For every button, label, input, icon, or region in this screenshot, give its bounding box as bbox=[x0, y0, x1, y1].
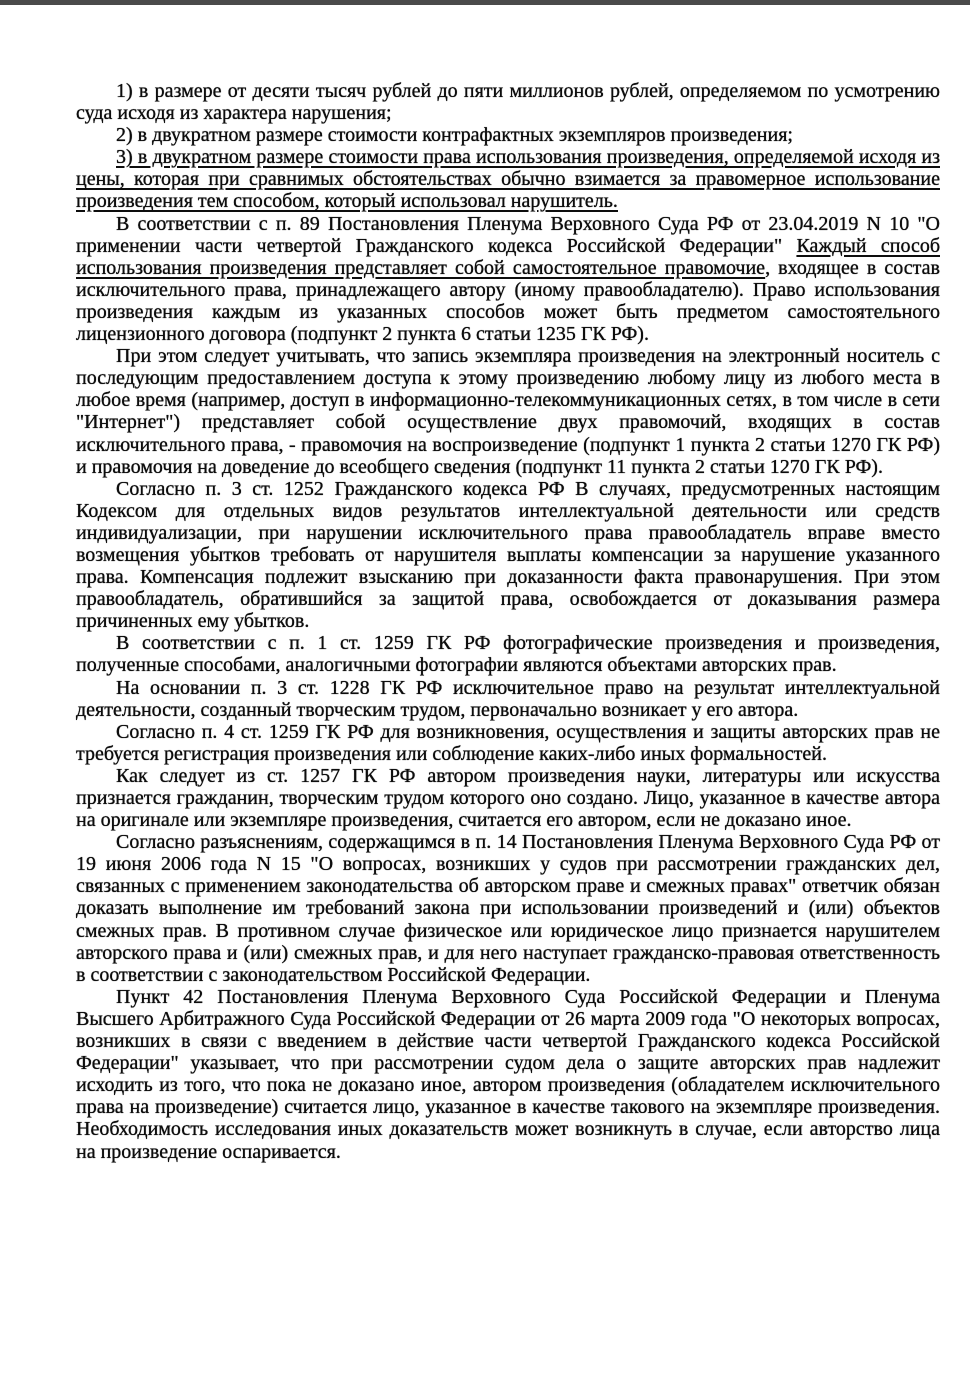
text-run: Как следует из ст. 1257 ГК РФ автором произведения науки, литературы или искусства признается гражданин, творческим трудом которого оно создано. Лицо, указанное в качестве автора на оригинале или экземпляре произведения, считается его автором, если не доказано иное. bbox=[76, 764, 940, 832]
text-run: При этом следует учитывать, что запись экземпляра произведения на электронный носитель с последующим предоставлением доступа к этому произведению любому лицу из любого места в любое время (например, доступ в информационно-телекоммуникационных сетях, в том числе в сети "Интернет") представляет собой осуществление двух правомочий, входящих в состав исключительного права, - правомочия на воспроизведение (подпункт 1 пункта 2 статьи 1270 ГК РФ) и правомочия на доведение до всеобщего сведения (подпункт 11 пункта 2 статьи 1270 ГК РФ). bbox=[76, 345, 940, 478]
paragraph-st-1252 bbox=[76, 478, 940, 633]
paragraph-st-1259-p4 bbox=[76, 721, 940, 765]
text-run: В соответствии с п. 89 Постановления Пленума Верховного Суда РФ от 23.04.2019 N 10 "О применении части четвертой Гражданского кодекса Российской Федерации" bbox=[76, 212, 940, 257]
paragraph-plenum-89 bbox=[76, 213, 940, 346]
text-run: Согласно п. 3 ст. 1252 Гражданского кодекса РФ В случаях, предусмотренных настоящим Кодексом для отдельных видов результатов интеллектуальной деятельности или средств индивидуализации, при нарушении исключительного права правообладатель вправе вместо возмещения убытков требовать от нарушителя выплаты компенсации за нарушение указанного права. Компенсация подлежит взысканию при доказанности факта правонарушения. При этом правообладатель, обратившийся за защитой права, освобождается от доказывания размера причиненных ему убытков. bbox=[76, 477, 940, 633]
paragraph-punkt-42 bbox=[76, 986, 940, 1163]
list-item-1 bbox=[76, 80, 940, 124]
text-run: В соответствии с п. 1 ст. 1259 ГК РФ фотографические произведения и произведения, полученные способами, аналогичными фотографии являются объектами авторских прав. bbox=[76, 632, 940, 677]
page-content bbox=[76, 80, 940, 1163]
text-run: Согласно п. 4 ст. 1259 ГК РФ для возникновения, осуществления и защиты авторских прав не требуется регистрация произведения или соблюдение каких-либо иных формальностей. bbox=[76, 720, 940, 765]
list-item-3-underlined bbox=[76, 146, 940, 212]
paragraph-st-1228 bbox=[76, 677, 940, 721]
underlined-text-run: Каждый способ использования произведения представляет собой самостоятельное правомочие bbox=[76, 234, 940, 279]
paragraph-st-1259-p1 bbox=[76, 632, 940, 676]
scan-edge-bar bbox=[0, 0, 970, 5]
paragraph-plenum-14 bbox=[76, 831, 940, 986]
list-item-2 bbox=[76, 124, 940, 146]
text-run: Пункт 42 Постановления Пленума Верховного Суда Российской Федерации и Пленума Высшего Арбитражного Суда Российской Федерации от 26 марта 2009 года "О некоторых вопросах, возникших в связи с введением в действие части четвертой Гражданского кодекса Российской Федерации" указывает, что при рассмотрении судом дела о защите авторских прав надлежит исходить из того, что пока не доказано иное, автором произведения (обладателем исключительного права на произведение) считается лицо, указанное в качестве такового на экземпляре произведения. Необходимость исследования иных доказательств может возникнуть в случае, если авторство лица на произведение оспаривается. bbox=[76, 985, 940, 1163]
text-run: Согласно разъяснениям, содержащимся в п. 14 Постановления Пленума Верховного Суда РФ от 19 июня 2006 года N 15 "О вопросах, возникших у судов при рассмотрении гражданских дел, связанных с применением законодательства об авторском праве и смежных правах" ответчик обязан доказать выполнение им требований закона при использовании произведений и (или) объектов смежных прав. В противном случае физическое или юридическое лицо признается нарушителем авторского права и (или) смежных прав, и для него наступает гражданско-правовая ответственность в соответствии с законодательством Российской Федерации. bbox=[76, 831, 940, 986]
text-run: На основании п. 3 ст. 1228 ГК РФ исключительное право на результат интеллектуальной деятельности, созданный творческим трудом, первоначально возникает у его автора. bbox=[76, 676, 940, 721]
paragraph-electronic-record bbox=[76, 345, 940, 478]
text-run: 1) в размере от десяти тысяч рублей до пяти миллионов рублей, определяемом по усмотрению суда исходя из характера нарушения; bbox=[76, 80, 940, 125]
text-run: 2) в двукратном размере стоимости контрафактных экземпляров произведения; bbox=[116, 124, 793, 147]
text-run: , входящее в состав исключительного права, принадлежащего автору (иному правообладателю). Право использования произведения каждым из указанных способов может быть предметом самостоятельного лицензионного договора (подпункт 2 пункта 6 статьи 1235 ГК РФ). bbox=[76, 256, 940, 346]
paragraph-st-1257 bbox=[76, 765, 940, 831]
underlined-text-run: 3) в двукратном размере стоимости права использования произведения, определяемой исходя из цены, которая при сравнимых обстоятельствах обычно взимается за правомерное использование произведения тем способом, который использовал нарушитель. bbox=[76, 146, 940, 213]
